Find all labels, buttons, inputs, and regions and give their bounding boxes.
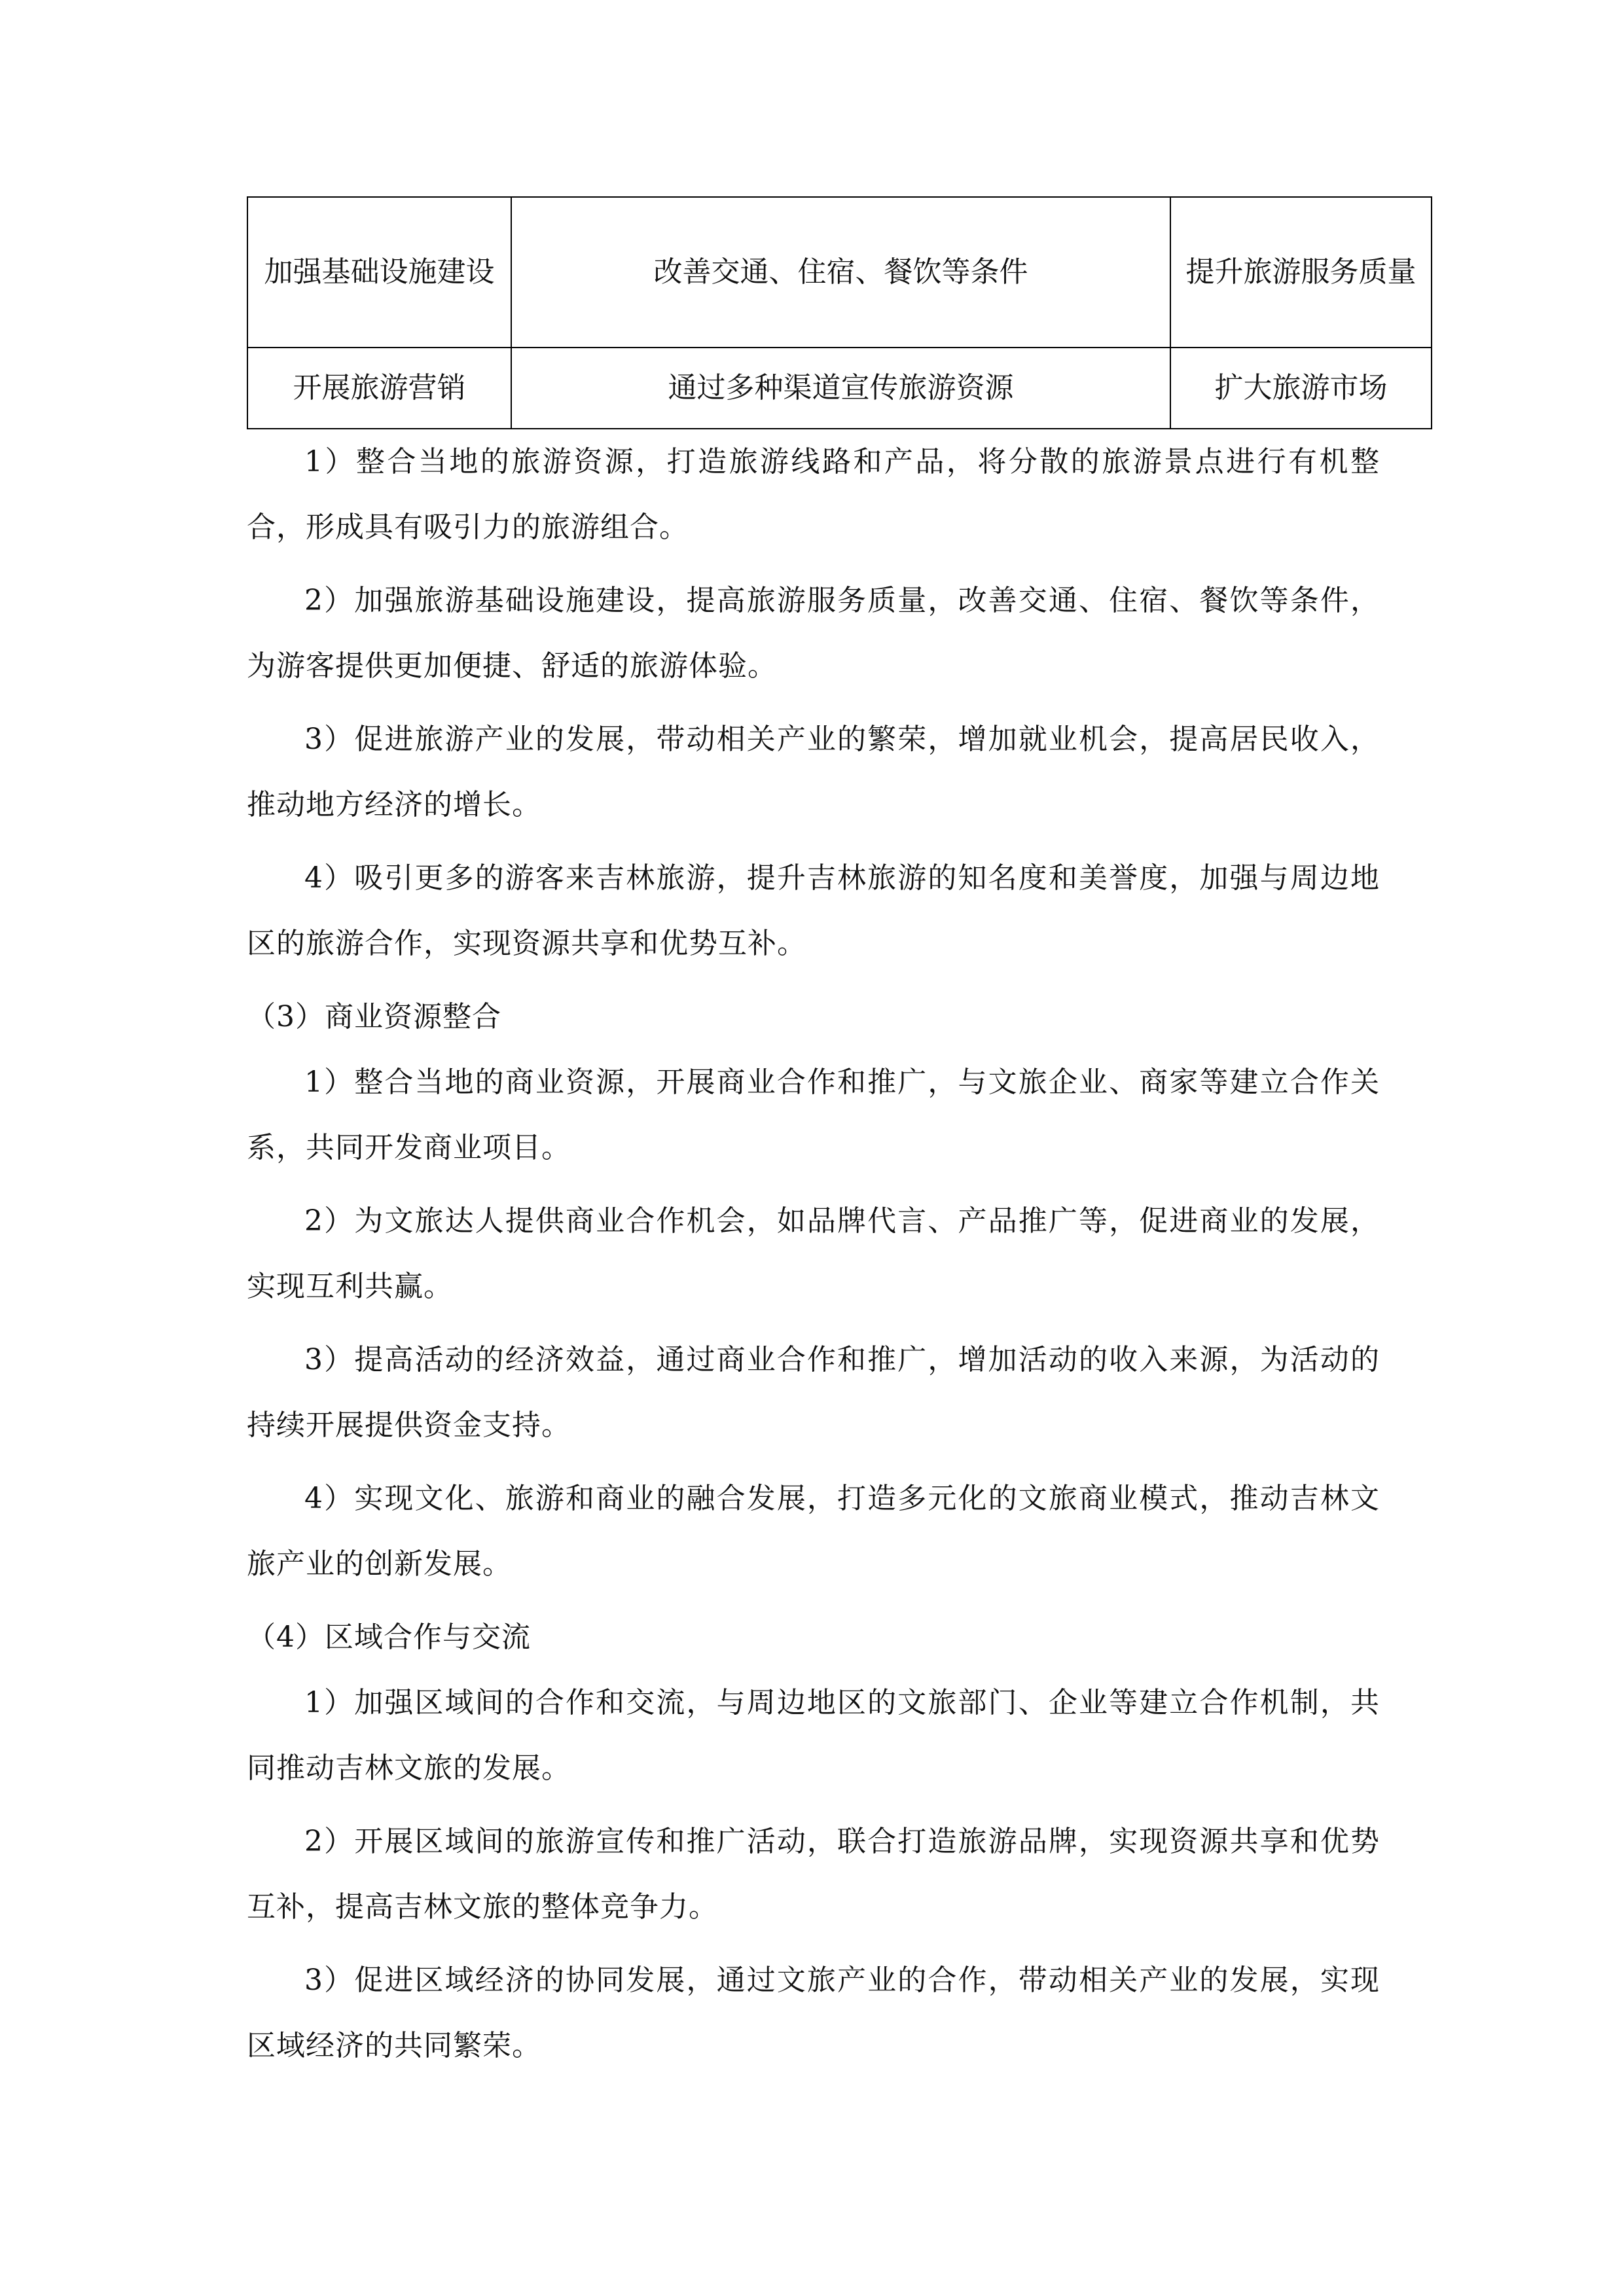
table-row bbox=[247, 197, 1432, 348]
document-page bbox=[247, 196, 1416, 2079]
tourism-paragraph-4: 4）吸引更多的游客来吉林旅游，提升吉林旅游的知名度和美誉度，加强与周边地区的旅游合作，实现资源共享和优势互补。 bbox=[247, 861, 1380, 960]
tourism-paragraph-1: 1）整合当地的旅游资源，打造旅游线路和产品，将分散的旅游景点进行有机整合，形成具有吸引力的旅游组合。 bbox=[247, 445, 1380, 544]
section-heading-commerce: （3）商业资源整合 bbox=[247, 1000, 501, 1033]
measures-table bbox=[247, 196, 1432, 429]
table-cell-goal: 提升旅游服务质量 bbox=[1170, 197, 1432, 348]
regional-paragraph-2: 2）开展区域间的旅游宣传和推广活动，联合打造旅游品牌，实现资源共享和优势互补，提高吉林文旅的整体竞争力。 bbox=[247, 1825, 1380, 1924]
regional-paragraph-3: 3）促进区域经济的协同发展，通过文旅产业的合作，带动相关产业的发展，实现区域经济的共同繁荣。 bbox=[247, 1964, 1380, 2062]
commerce-paragraph-1: 1）整合当地的商业资源，开展商业合作和推广，与文旅企业、商家等建立合作关系，共同开发商业项目。 bbox=[247, 1066, 1380, 1164]
table-row bbox=[247, 348, 1432, 429]
table-cell-content: 改善交通、住宿、餐饮等条件 bbox=[511, 197, 1170, 348]
tourism-paragraph-2: 2）加强旅游基础设施建设，提高旅游服务质量，改善交通、住宿、餐饮等条件，为游客提供更加便捷、舒适的旅游体验。 bbox=[247, 584, 1380, 683]
table-cell-goal: 扩大旅游市场 bbox=[1170, 348, 1432, 429]
tourism-paragraph-3: 3）促进旅游产业的发展，带动相关产业的繁荣，增加就业机会，提高居民收入，推动地方经济的增长。 bbox=[247, 723, 1380, 821]
commerce-paragraph-4: 4）实现文化、旅游和商业的融合发展，打造多元化的文旅商业模式，推动吉林文旅产业的创新发展。 bbox=[247, 1482, 1380, 1581]
section-heading-regional: （4）区域合作与交流 bbox=[247, 1621, 531, 1654]
commerce-paragraph-2: 2）为文旅达人提供商业合作机会，如品牌代言、产品推广等，促进商业的发展，实现互利共赢。 bbox=[247, 1204, 1380, 1303]
table-cell-measure: 加强基础设施建设 bbox=[247, 197, 511, 348]
table-cell-measure: 开展旅游营销 bbox=[247, 348, 511, 429]
commerce-paragraph-3: 3）提高活动的经济效益，通过商业合作和推广，增加活动的收入来源，为活动的持续开展提供资金支持。 bbox=[247, 1343, 1380, 1442]
table-cell-content: 通过多种渠道宣传旅游资源 bbox=[511, 348, 1170, 429]
regional-paragraph-1: 1）加强区域间的合作和交流，与周边地区的文旅部门、企业等建立合作机制，共同推动吉林文旅的发展。 bbox=[247, 1686, 1380, 1785]
